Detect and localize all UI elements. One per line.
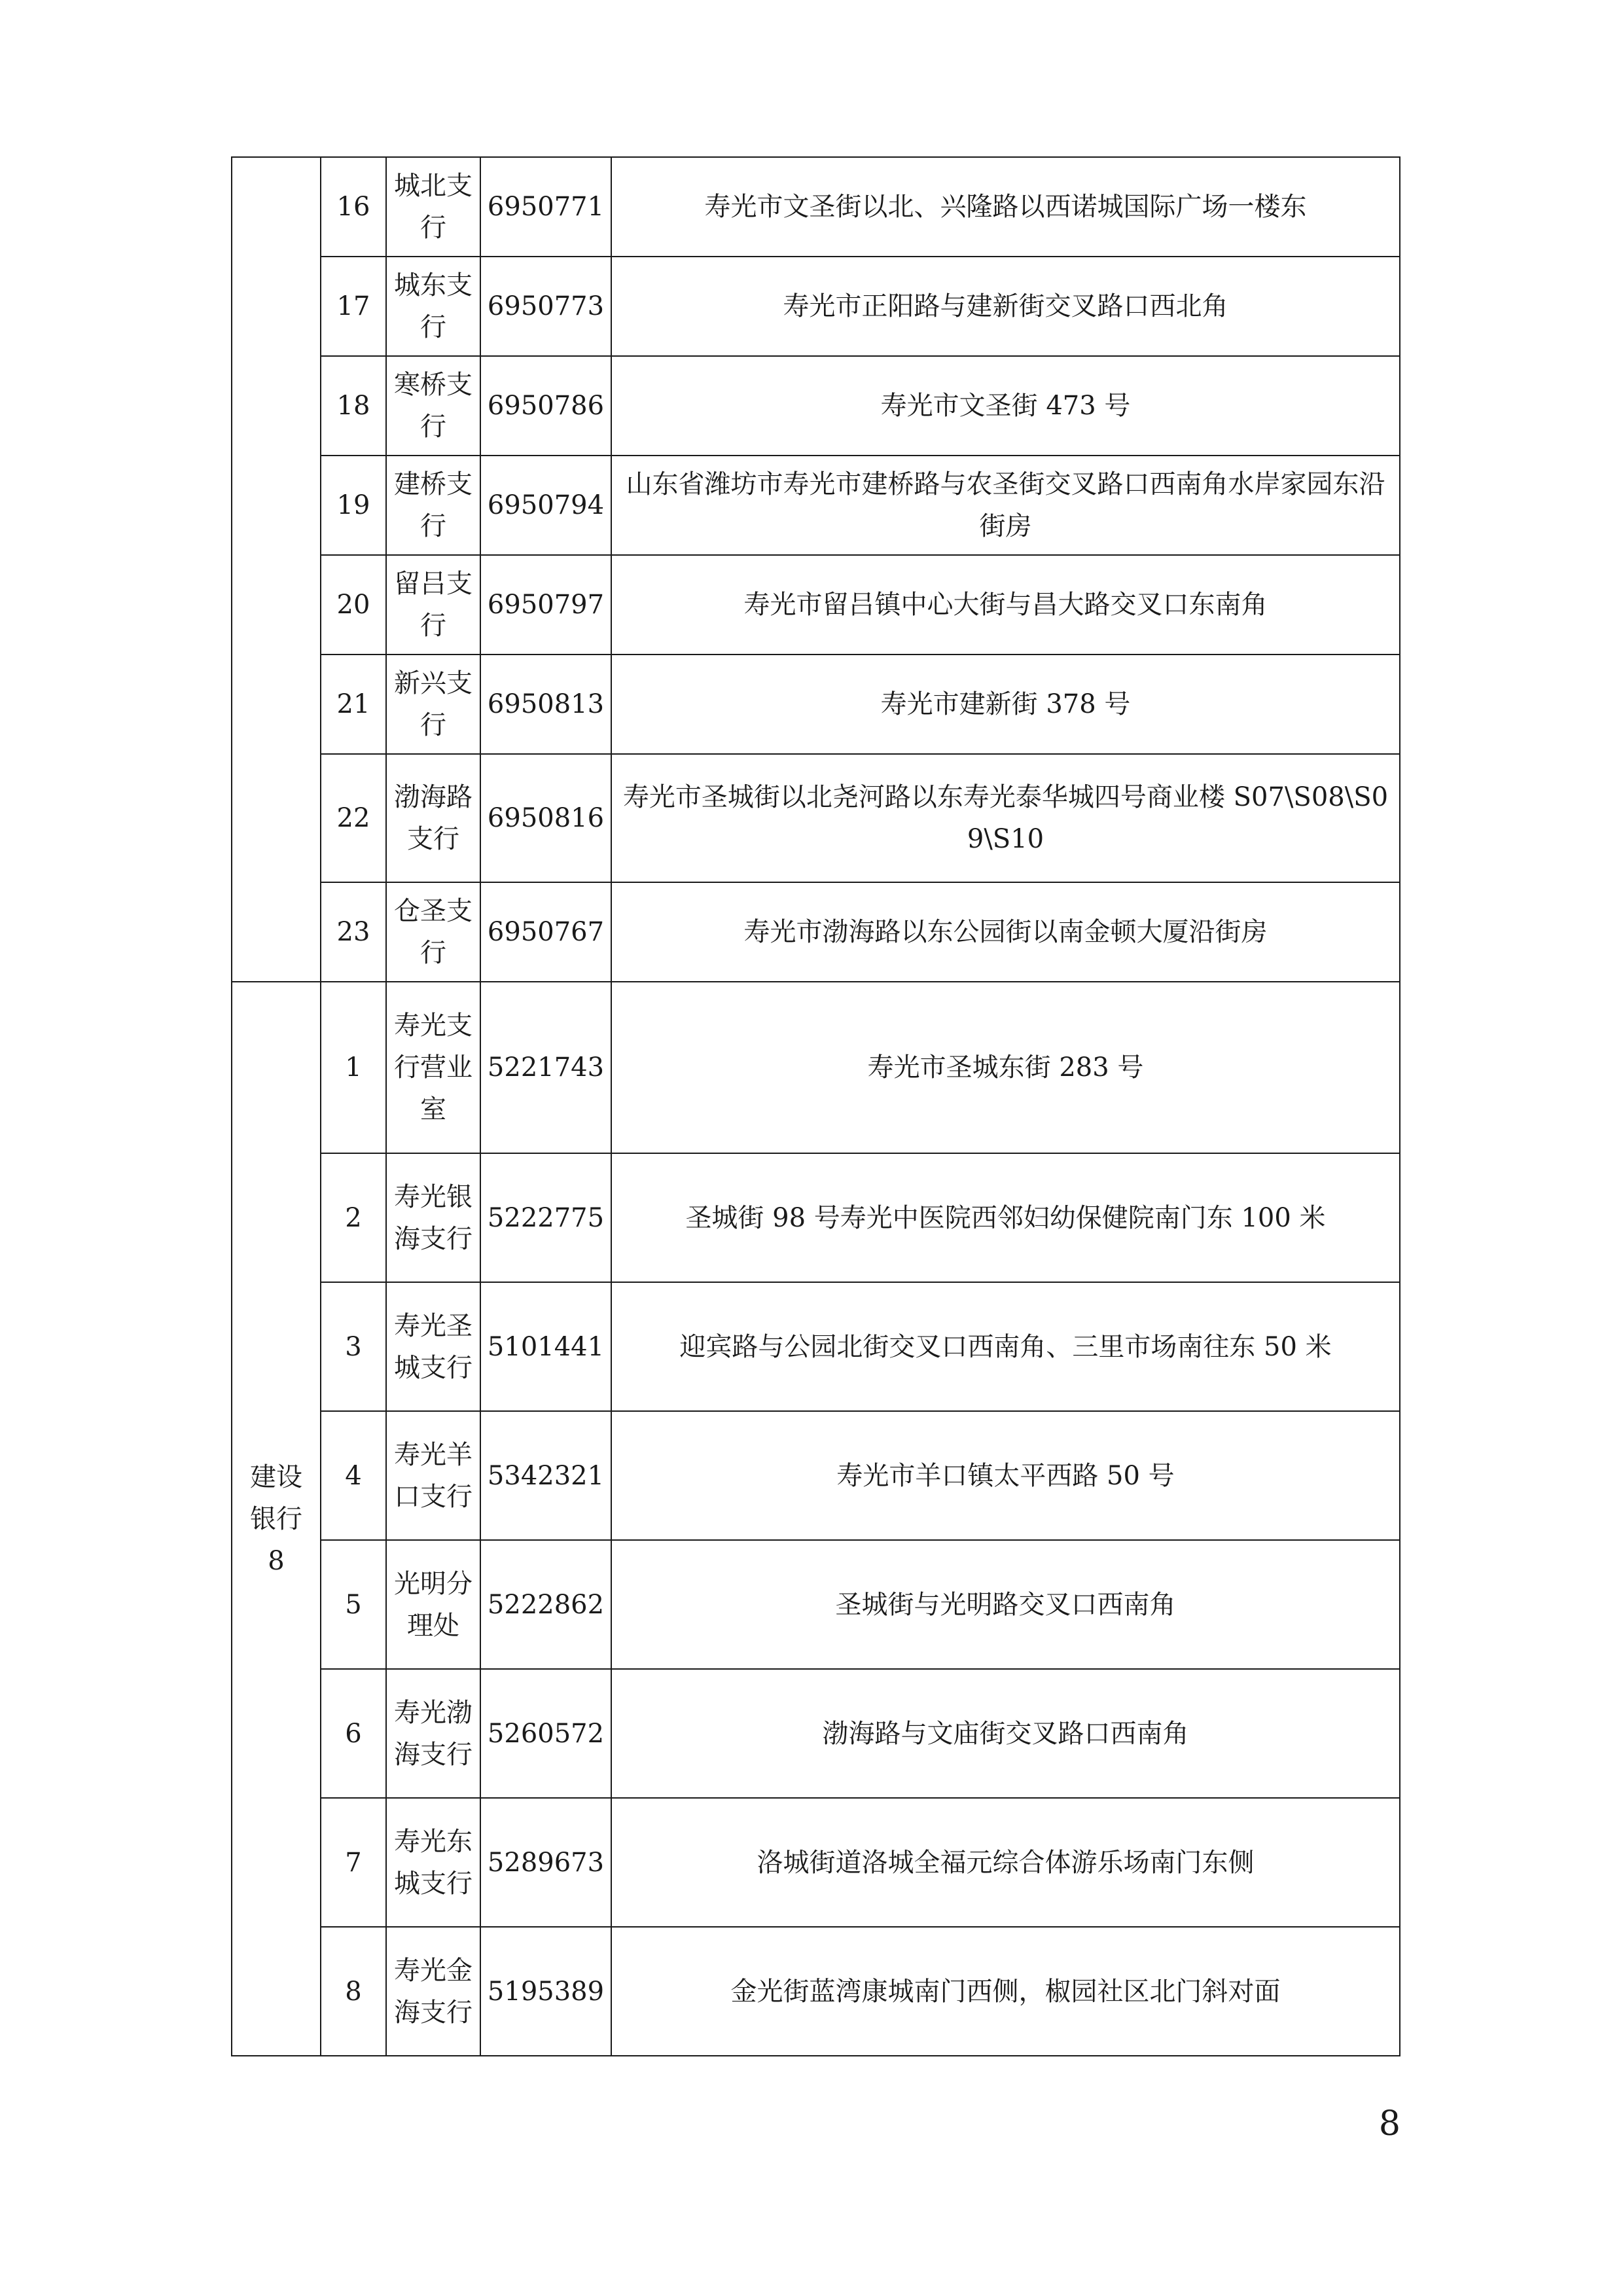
branch-name: 留吕支行 — [386, 555, 480, 655]
table-row — [232, 1153, 1400, 1282]
phone-number: 6950786 — [480, 356, 611, 456]
table-row — [232, 1927, 1400, 2056]
branch-address: 寿光市渤海路以东公园街以南金顿大厦沿街房 — [611, 882, 1400, 982]
branch-name: 寿光羊口支行 — [386, 1411, 480, 1540]
phone-number: 5289673 — [480, 1798, 611, 1927]
row-number: 1 — [321, 982, 386, 1153]
branch-address: 寿光市圣城街以北尧河路以东寿光泰华城四号商业楼 S07\S08\S09\S10 — [611, 754, 1400, 882]
branch-name: 寿光圣城支行 — [386, 1282, 480, 1411]
branch-address: 寿光市正阳路与建新街交叉路口西北角 — [611, 257, 1400, 356]
branch-name: 新兴支行 — [386, 655, 480, 754]
row-number: 18 — [321, 356, 386, 456]
row-number: 4 — [321, 1411, 386, 1540]
branch-address: 寿光市建新街 378 号 — [611, 655, 1400, 754]
phone-number: 5221743 — [480, 982, 611, 1153]
row-number: 19 — [321, 456, 386, 555]
bank-name: 建设 银行 8 — [250, 1462, 302, 1576]
table-row — [232, 356, 1400, 456]
page-number: 8 — [1378, 2104, 1400, 2144]
table-row — [232, 1282, 1400, 1411]
phone-number: 6950771 — [480, 157, 611, 257]
phone-number: 5101441 — [480, 1282, 611, 1411]
row-number: 23 — [321, 882, 386, 982]
phone-number: 5222775 — [480, 1153, 611, 1282]
branch-name: 光明分理处 — [386, 1540, 480, 1669]
branch-address: 迎宾路与公园北街交叉口西南角、三里市场南往东 50 米 — [611, 1282, 1400, 1411]
row-number: 2 — [321, 1153, 386, 1282]
phone-number: 6950794 — [480, 456, 611, 555]
table-row — [232, 456, 1400, 555]
row-number: 7 — [321, 1798, 386, 1927]
branch-name: 仓圣支行 — [386, 882, 480, 982]
table-row — [232, 1798, 1400, 1927]
branch-address: 寿光市文圣街 473 号 — [611, 356, 1400, 456]
branch-address: 圣城街 98 号寿光中医院西邻妇幼保健院南门东 100 米 — [611, 1153, 1400, 1282]
phone-number: 5260572 — [480, 1669, 611, 1798]
branch-name: 寿光金海支行 — [386, 1927, 480, 2056]
phone-number: 6950797 — [480, 555, 611, 655]
branch-address: 渤海路与文庙街交叉路口西南角 — [611, 1669, 1400, 1798]
row-number: 8 — [321, 1927, 386, 2056]
table-row — [232, 555, 1400, 655]
branch-name: 渤海路支行 — [386, 754, 480, 882]
phone-number: 6950767 — [480, 882, 611, 982]
branch-address: 金光街蓝湾康城南门西侧，椒园社区北门斜对面 — [611, 1927, 1400, 2056]
branch-name: 寿光东城支行 — [386, 1798, 480, 1927]
branch-address: 寿光市圣城东街 283 号 — [611, 982, 1400, 1153]
row-number: 3 — [321, 1282, 386, 1411]
table-row — [232, 1540, 1400, 1669]
phone-number: 5195389 — [480, 1927, 611, 2056]
table-row — [232, 655, 1400, 754]
branch-table — [231, 156, 1400, 2056]
table-row — [232, 1411, 1400, 1540]
row-number: 17 — [321, 257, 386, 356]
row-number: 21 — [321, 655, 386, 754]
branch-address: 洛城街道洛城全福元综合体游乐场南门东侧 — [611, 1798, 1400, 1927]
row-number: 16 — [321, 157, 386, 257]
bank-name-cell — [232, 157, 321, 982]
branch-name: 城北支行 — [386, 157, 480, 257]
phone-number: 5222862 — [480, 1540, 611, 1669]
table-row — [232, 982, 1400, 1153]
branch-name: 寒桥支行 — [386, 356, 480, 456]
branch-address: 山东省潍坊市寿光市建桥路与农圣街交叉路口西南角水岸家园东沿街房 — [611, 456, 1400, 555]
branch-name: 寿光银海支行 — [386, 1153, 480, 1282]
table-row — [232, 157, 1400, 257]
branch-name: 寿光支行营业室 — [386, 982, 480, 1153]
row-number: 20 — [321, 555, 386, 655]
phone-number: 6950773 — [480, 257, 611, 356]
table-row — [232, 257, 1400, 356]
branch-address: 圣城街与光明路交叉口西南角 — [611, 1540, 1400, 1669]
branch-name: 建桥支行 — [386, 456, 480, 555]
row-number: 6 — [321, 1669, 386, 1798]
bank-name-cell — [232, 982, 321, 2056]
table-row — [232, 754, 1400, 882]
table-row — [232, 1669, 1400, 1798]
phone-number: 6950813 — [480, 655, 611, 754]
branch-name: 寿光渤海支行 — [386, 1669, 480, 1798]
branch-address: 寿光市文圣街以北、兴隆路以西诺城国际广场一楼东 — [611, 157, 1400, 257]
branch-name: 城东支行 — [386, 257, 480, 356]
branch-address: 寿光市羊口镇太平西路 50 号 — [611, 1411, 1400, 1540]
branch-address: 寿光市留吕镇中心大街与昌大路交叉口东南角 — [611, 555, 1400, 655]
table-row — [232, 882, 1400, 982]
phone-number: 6950816 — [480, 754, 611, 882]
phone-number: 5342321 — [480, 1411, 611, 1540]
row-number: 5 — [321, 1540, 386, 1669]
row-number: 22 — [321, 754, 386, 882]
table-body — [232, 157, 1400, 2056]
